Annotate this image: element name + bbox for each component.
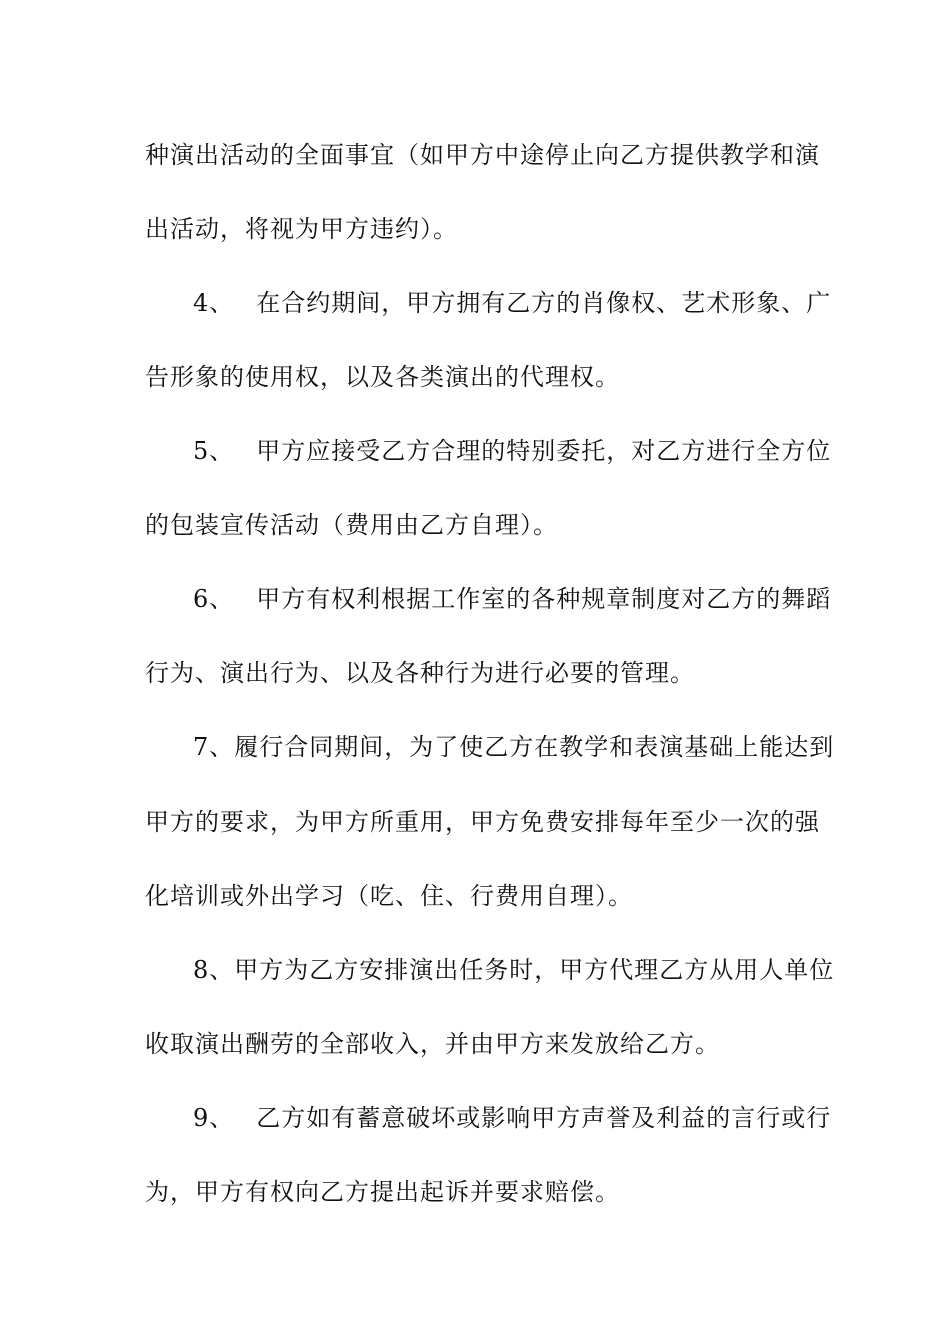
clause-8: 8、甲方为乙方安排演出任务时，甲方代理乙方从用人单位 bbox=[193, 956, 835, 984]
text-line: 乙方如有蓄意破坏或影响甲方声誉及利益的言行或行 bbox=[256, 1104, 832, 1132]
clause-7: 7、履行合同期间，为了使乙方在教学和表演基础上能达到 bbox=[193, 733, 835, 761]
clause-number: 6、 bbox=[193, 585, 235, 613]
text-line: 甲方应接受乙方合理的特别委托，对乙方进行全方位 bbox=[256, 437, 832, 465]
clause-4 bbox=[193, 288, 873, 318]
text-line: 为，甲方有权向乙方提出起诉并要求赔偿。 bbox=[145, 1178, 620, 1206]
clause-6 bbox=[193, 584, 873, 614]
clause-9 bbox=[193, 1103, 873, 1133]
text-line: 收取演出酬劳的全部收入，并由甲方来发放给乙方。 bbox=[145, 1030, 720, 1058]
clause-5 bbox=[193, 436, 873, 466]
text-line: 化培训或外出学习（吃、住、行费用自理）。 bbox=[145, 882, 633, 910]
clause-number: 4、 bbox=[193, 289, 235, 317]
text-line: 种演出活动的全面事宜（如甲方中途停止向乙方提供教学和演 bbox=[145, 141, 820, 169]
text-line: 行为、演出行为、以及各种行为进行必要的管理。 bbox=[145, 659, 695, 687]
text-line: 告形象的使用权，以及各类演出的代理权。 bbox=[145, 363, 620, 391]
clause-number: 9、 bbox=[193, 1104, 235, 1132]
clause-number: 5、 bbox=[193, 437, 235, 465]
text-line: 甲方有权利根据工作室的各种规章制度对乙方的舞蹈 bbox=[256, 585, 832, 613]
text-line: 甲方的要求，为甲方所重用，甲方免费安排每年至少一次的强 bbox=[145, 808, 820, 836]
text-line: 出活动，将视为甲方违约）。 bbox=[145, 215, 458, 243]
text-line: 的包装宣传活动（费用由乙方自理）。 bbox=[145, 511, 558, 539]
text-line: 在合约期间，甲方拥有乙方的肖像权、艺术形象、广 bbox=[256, 289, 832, 317]
